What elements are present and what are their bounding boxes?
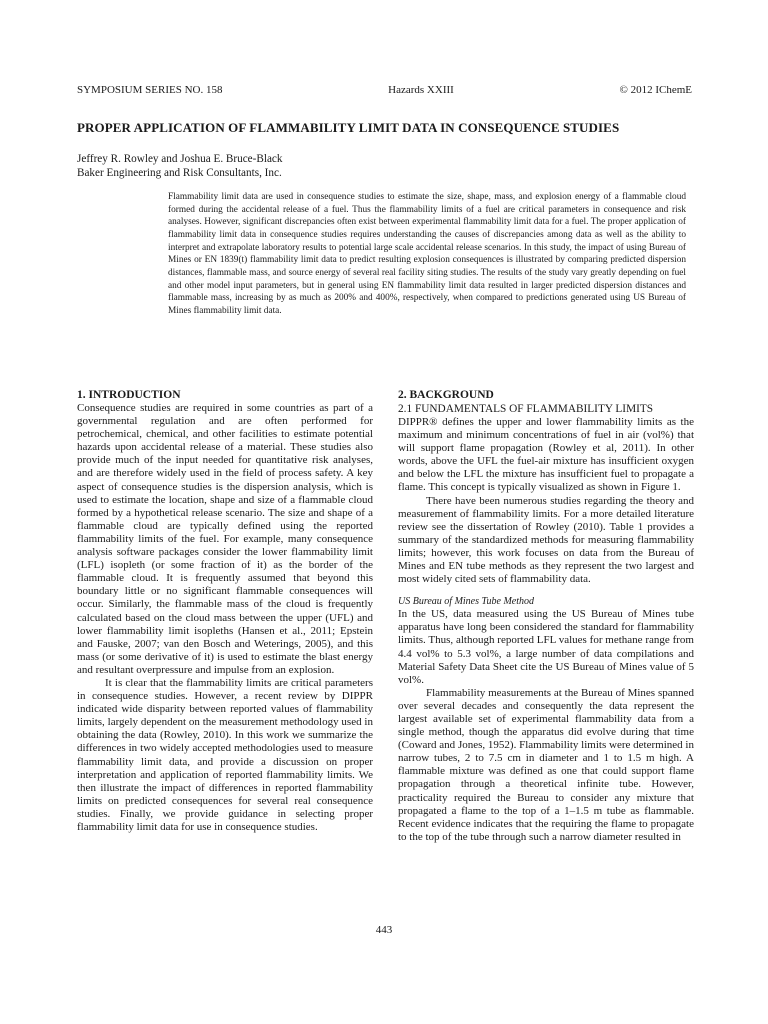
right-column [398, 388, 694, 844]
abstract: Flammability limit data are used in consequence studies to estimate the size, shape, mass, and explosion energy of a flammable cloud formed during the accidental release of a fuel. Thus the flammability limits of a fuel are critical parameters in consequence and risk analyses. However, significant discrepancies often exist between experimental flammability limit data for a fuel. The proper application of flammability limit data in consequence studies requires understanding the causes of discrepancies among data as well as the ability to interpret and extrapolate laboratory results to potential large scale accidental release scenarios. In this study, the impact of using Bureau of Mines or EN 1839(t) flammability limit data to predict resulting explosion consequences is illustrated by comparing predicted dispersion distances, flammable mass, and source energy of several real facility siting studies. The results of the study vary greatly depending on fuel and other model input parameters, but in general using EN flammability limit data resulted in larger predicted dispersion distances and flammable mass, increasing by as much as 200% and 400%, respectively, when compared to predictions generated using US Bureau of Mines flammability limit data. [168, 192, 686, 316]
intro-paragraph-1: Consequence studies are required in some countries as part of a governmental regulation and are often performed for petrochemical, chemical, and other facilities to estimate potential hazards upon accidental release of a material. These studies also provide much of the input needed for quantitative risk analyses, and are therefore widely used in the field of process safety. A key aspect of consequence studies is the dispersion analysis, which is used to estimate the location, shape and size of a flammable cloud formed by a hypothetical release scenario. The size and shape of a flammable cloud are typically defined using the reported flammability limits of the fuel. For example, many consequence analysis software packages consider the lower flammability limit (LFL) isopleth (or some fraction of it) as the border of the flammable cloud. It is frequently assumed that beyond this boundary little or no significant flammable consequences will occur. Similarly, the flammable mass of the cloud is frequently calculated based on the cloud mass between the upper (UFL) and lower flammability limit isopleths (Hansen et al., 2011; Epstein and Fauske, 2007; van den Bosch and Weterings, 2005), and this mass (or some derivative of it) is used to estimate the blast energy and resultant overpressure and impulse from an explosion. [77, 402, 373, 676]
subsection-heading-fundamentals: 2.1 FUNDAMENTALS OF FLAMMABILITY LIMITS [398, 403, 654, 415]
intro-paragraph-2: It is clear that the flammability limits are critical parameters in consequence studies. However, a recent review by DIPPR indicated wide disparity between reported values of flammability limits, largely dependent on the measurement methodology used in obtaining the data (Rowley, 2010). In this work we summarize the differences in two widely accepted methodologies used to measure flammability limit data, and provide a discussion on proper interpretation and application of reported flammability limits. We then illustrate the impact of differences in reported flammability limits on predicted consequences for several real consequence studies. Finally, we provide guidance in selecting proper flammability limit data for use in consequence studies. [77, 676, 373, 833]
copyright-label: © 2012 IChemE [619, 84, 692, 96]
author-block [77, 153, 497, 180]
series-label: SYMPOSIUM SERIES NO. 158 [77, 84, 223, 96]
conference-label: Hazards XXIII [388, 84, 454, 96]
background-paragraph-4: Flammability measurements at the Bureau of Mines spanned over several decades and consequently the data represent the largest available set of experimental flammability data from a single method, though the apparatus did evolve during that time (Coward and Jones, 1952). Flammability limits were determined in narrow tubes, 2 to 7.5 cm in diameter and 1 to 1.5 m high. A flammable mixture was defined as one that could support flame propagation through a theoretical infinite tube. However, practicality required the Bureau to consider any mixture that propagated a flame to the top of a 1–1.5 m tube as flammable. Recent evidence indicates that the requiring the flame to propagate to the top of the tube through such a narrow diameter resulted in [398, 686, 694, 843]
section-heading-background: 2. BACKGROUND [398, 389, 494, 401]
background-paragraph-3: In the US, data measured using the US Bureau of Mines tube apparatus have long been considered the standard for flammability limits. Thus, although reported LFL values for methane range from 4.4 vol% to 5.3 vol%, a large number of data compilations and Material Safety Data Sheet cite the US Bureau of Mines value of 5 vol%. [398, 608, 694, 686]
running-header [77, 83, 692, 97]
author-affiliation: Baker Engineering and Risk Consultants, Inc. [77, 166, 282, 179]
background-paragraph-2: There have been numerous studies regarding the theory and measurement of flammability limits. For a more detailed literature review see the dissertation of Rowley (2010). Table 1 provides a summary of the standardized methods for measuring flammability limits; however, this work focuses on data from the Bureau of Mines and EN tube methods as they represent the two largest and most widely cited sets of flammability data. [398, 494, 694, 586]
subsubsection-heading-bureau-of-mines: US Bureau of Mines Tube Method [398, 596, 535, 608]
author-names: Jeffrey R. Rowley and Joshua E. Bruce-Black [77, 153, 283, 165]
paper-title: PROPER APPLICATION OF FLAMMABILITY LIMIT DATA IN CONSEQUENCE STUDIES [77, 120, 620, 135]
section-heading-introduction: 1. INTRODUCTION [77, 389, 181, 401]
page-number: 443 [375, 924, 393, 936]
background-paragraph-1: DIPPR® defines the upper and lower flammability limits as the maximum and minimum concentrations of fuel in air (vol%) that will support flame propagation (Rowley et al, 2011). In other words, above the UFL the fuel-air mixture has insufficient oxygen and below the LFL the mixture has insufficient fuel to propagate a flame. This concept is typically visualized as shown in Figure 1. [398, 416, 694, 494]
left-column [77, 388, 373, 834]
